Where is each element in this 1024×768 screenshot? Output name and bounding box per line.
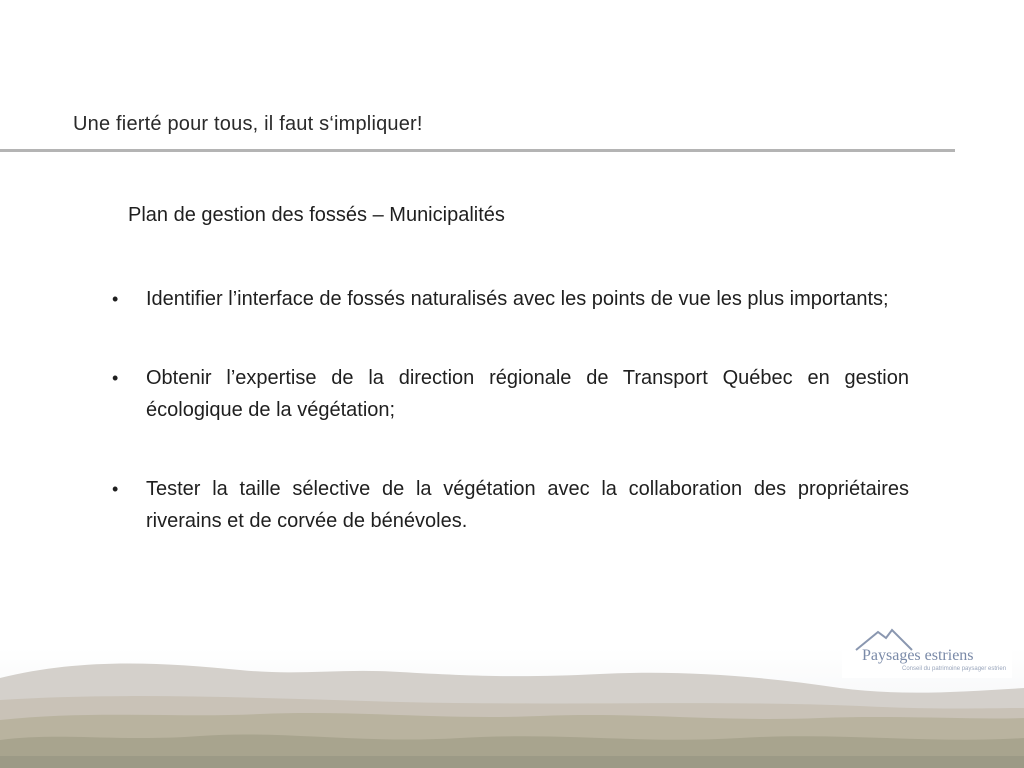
title-divider (0, 149, 955, 152)
section-heading: Plan de gestion des fossés – Municipalités (128, 204, 505, 226)
list-item-text: Tester la taille sélective de la végétation avec la collaboration des propriétaires riverains et de corvée de bénévoles. (146, 478, 909, 532)
logo-name: Paysages estriens (862, 647, 974, 664)
bullet-icon: • (112, 289, 119, 309)
list-item (112, 473, 909, 537)
logo (842, 622, 1012, 678)
bullet-icon: • (112, 368, 119, 388)
slide-title: Une fierté pour tous, il faut s‘impliquer! (73, 113, 423, 135)
list-item (112, 362, 909, 426)
list-item-text: Identifier l’interface de fossés naturalisés avec les points de vue les plus importants; (146, 288, 889, 310)
list-item (112, 283, 909, 315)
bullet-list (112, 283, 909, 584)
bullet-icon: • (112, 479, 119, 499)
logo-tagline: Conseil du patrimoine paysager estrien (902, 666, 1007, 672)
list-item-text: Obtenir l’expertise de la direction régionale de Transport Québec en gestion écologique de la végétation; (146, 367, 909, 421)
